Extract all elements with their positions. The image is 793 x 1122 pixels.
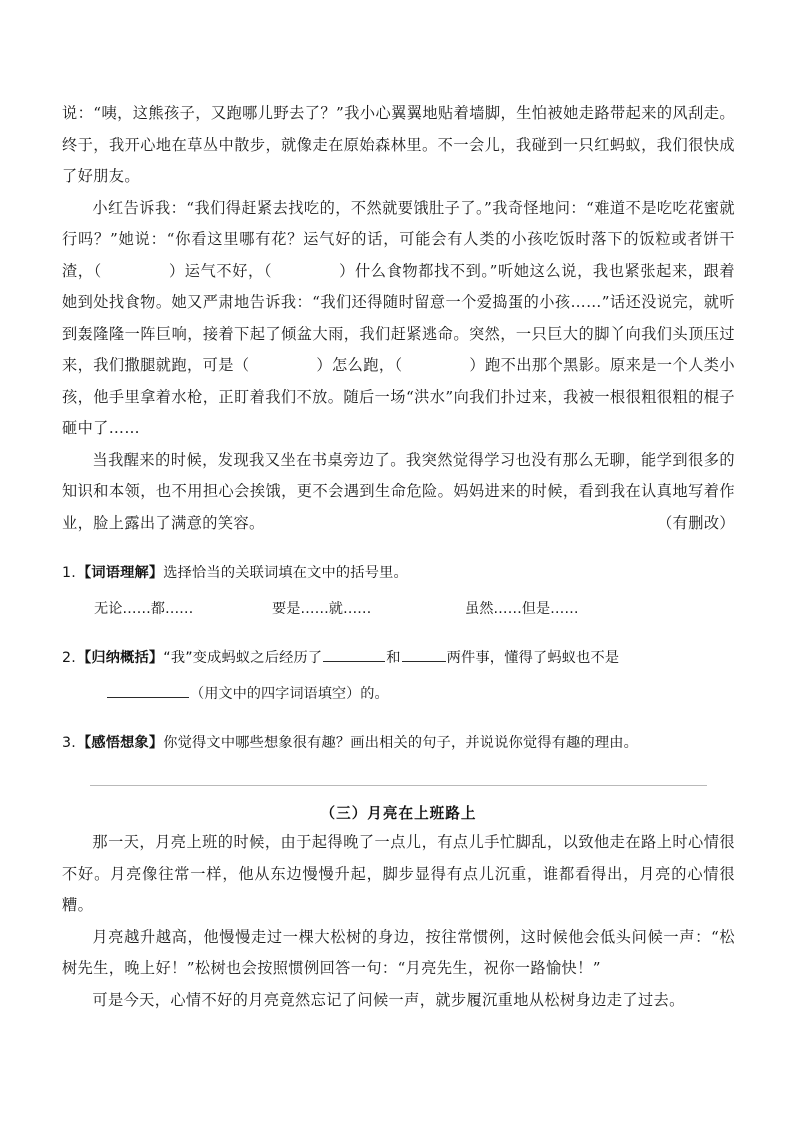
question-1-tag: 【词语理解】	[76, 565, 164, 581]
question-1-option-3[interactable]: 虽然……但是……	[465, 601, 579, 617]
question-2-tag: 【归纳概括】	[76, 650, 164, 666]
question-2-number: 2.	[62, 650, 76, 666]
passage-paragraph-2	[62, 193, 735, 445]
question-1-text: 选择恰当的关联词填在文中的括号里。	[163, 565, 408, 581]
question-3-tag: 【感悟想象】	[76, 735, 164, 751]
section-divider	[90, 785, 707, 786]
question-3	[62, 728, 735, 758]
question-3-block	[62, 728, 735, 758]
passage-text-segment: 小红告诉我：“我们得赶紧去找吃的，不然就要饿肚子了。”我奇怪地问：“难道不是吃吃花蜜就行吗？”她说：“你看这里哪有花？运气好的话，可能会有人类的小孩吃饭时落下的饭粒或者饼干渣，（	[62, 198, 735, 280]
question-2-note: （用文中的四字词语填空）的。	[190, 686, 389, 702]
answer-fill-blank-3[interactable]	[107, 683, 189, 698]
question-1-option-2[interactable]: 要是……就……	[272, 601, 372, 617]
passage-paragraph-1: 说：“咦，这熊孩子，又跑哪儿野去了？”我小心翼翼地贴着墙脚，生怕被她走路带起来的风刮走。终于，我开心地在草丛中散步，就像走在原始森林里。不一会儿，我碰到一只红蚂蚁，我们很快成了好朋友。	[62, 104, 735, 185]
answer-fill-blank-2[interactable]	[402, 647, 446, 662]
passage-two-heading: （三）月亮在上班路上	[320, 805, 477, 822]
passage-text-segment: ）怎么跑，（	[316, 356, 403, 374]
question-2-text-part-2: 和	[386, 650, 401, 666]
passage-two-paragraph-2: 月亮越升越高，他慢慢走过一棵大松树的身边，按往常惯例，这时候他会低头问候一声：“松树先生，晚上好！”松树也会按照惯例回答一句：“月亮先生，祝你一路愉快！”	[62, 927, 735, 977]
passage-two-body	[62, 827, 735, 1016]
question-3-text: 你觉得文中哪些想象很有趣？画出相关的句子，并说说你觉得有趣的理由。	[163, 735, 639, 751]
question-2-text-part-1: “我”变成蚂蚁之后经历了	[163, 650, 323, 666]
question-1	[62, 558, 735, 588]
question-1-option-1[interactable]: 无论……都……	[94, 601, 194, 617]
question-2	[62, 643, 735, 673]
passage-one-body	[62, 98, 735, 539]
question-3-number: 3.	[62, 735, 76, 751]
question-1-options	[62, 594, 735, 624]
question-2-continuation	[62, 679, 735, 709]
question-2-block	[62, 643, 735, 709]
passage-text-segment: ）什么食物都找不到。”听她这么说，我也紧张起来，跟着她到处找食物。她又严肃地告诉我：“我们还得随时留意一个爱捣蛋的小孩……”话还没说完，就听到轰隆隆一阵巨响，接着下起了倾盆大雨，我们赶紧逃命。突然，一只巨大的脚丫向我们头顶压过来，我们撒腿就跑，可是（	[62, 261, 735, 374]
passage-text-segment: 当我醒来的时候，发现我又坐在书桌旁边了。我突然觉得学习也没有那么无聊，能学到很多的知识和本领，也不用担心会挨饿，更不会遇到生命危险。妈妈进来的时候，看到我在认真地写着作业，脸上露出了满意的笑容。	[62, 450, 735, 532]
passage-paragraph-3	[62, 445, 735, 540]
question-2-text-part-3: 两件事，懂得了蚂蚁也不是	[446, 650, 620, 666]
passage-text-segment: ）跑不出那个黑影。原来是一个人类小孩，他手里拿着水枪，正盯着我们不放。随后一场“洪水”向我们扑过来，我被一根很粗很粗的棍子砸中了……	[62, 356, 735, 437]
passage-two-paragraph-1: 那一天，月亮上班的时候，由于起得晚了一点儿，有点儿手忙脚乱，以致他走在路上时心情很不好。月亮像往常一样，他从东边慢慢升起，脚步显得有点儿沉重，谁都看得出，月亮的心情很糟。	[62, 833, 735, 914]
answer-fill-blank-1[interactable]	[323, 647, 385, 662]
passage-text-segment: ）运气不好，（	[168, 261, 273, 280]
passage-two-paragraph-3: 可是今天，心情不好的月亮竟然忘记了问候一声，就步履沉重地从松树身边走了过去。	[92, 990, 685, 1009]
question-1-number: 1.	[62, 565, 76, 581]
passage-attribution: （有删改）	[657, 513, 735, 532]
question-1-block	[62, 558, 735, 624]
